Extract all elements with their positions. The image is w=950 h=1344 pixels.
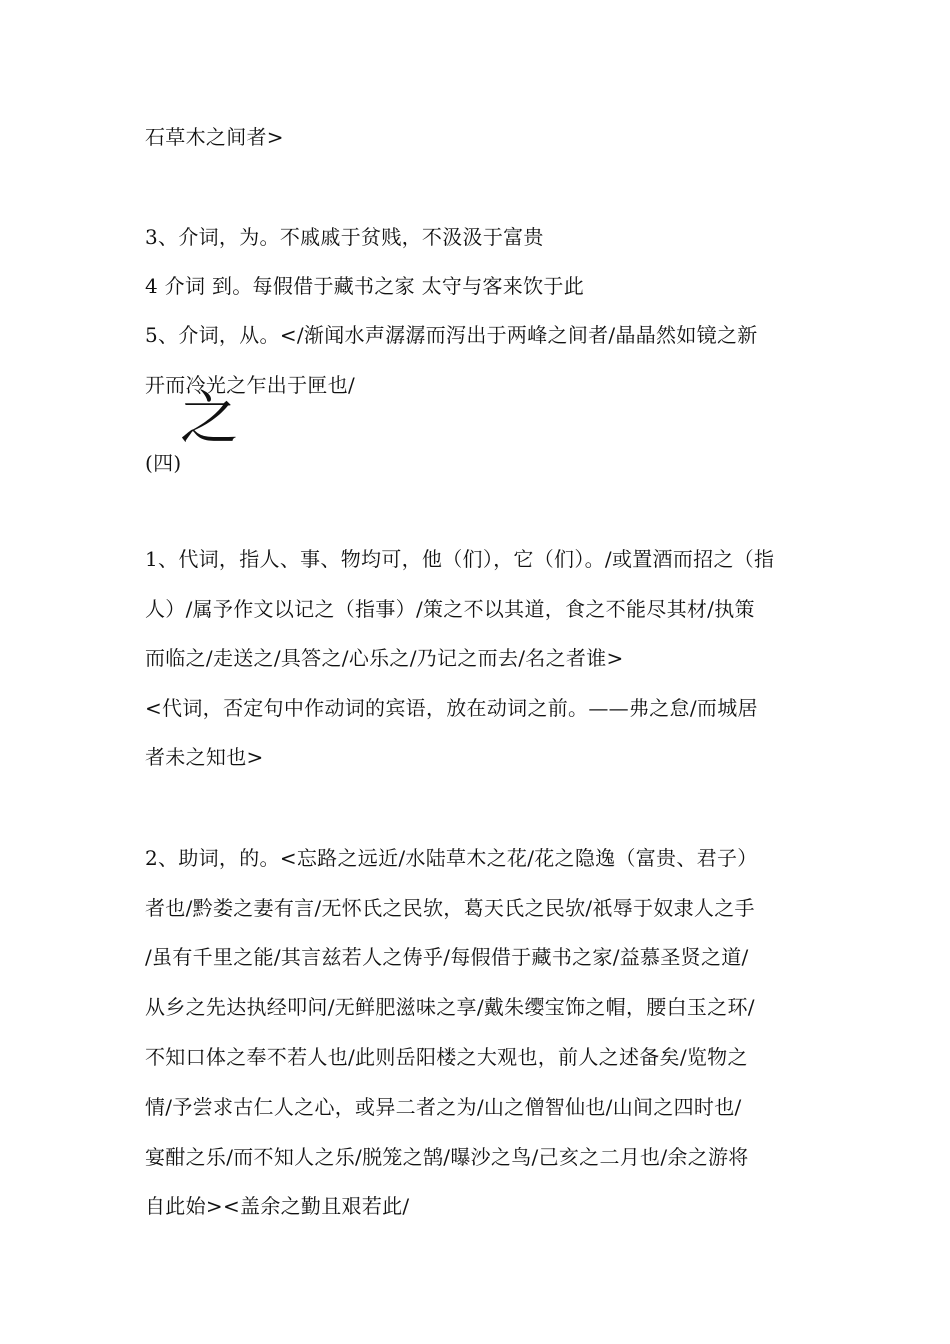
text-line-18: 自此始><盖余之勤且艰若此/: [145, 1194, 410, 1218]
text-line-3: 4 介词 到。每假借于藏书之家 太守与客来饮于此: [145, 274, 584, 298]
text-line-17: 宴酣之乐/而不知人之乐/脱笼之鹄/曝沙之鸟/己亥之二月也/余之游将: [145, 1145, 749, 1169]
text-line-16: 情/予尝求古仁人之心，或异二者之为/山之僧智仙也/山间之四时也/: [145, 1095, 742, 1119]
text-line-1: 石草木之间者>: [145, 125, 284, 149]
text-line-13: /虽有千里之能/其言兹若人之俦乎/每假借于藏书之家/益慕圣贤之道/: [145, 945, 749, 969]
text-line-14: 从乡之先达执经叩问/无鲜肥滋味之享/戴朱缨宝饰之帽，腰白玉之环/: [145, 995, 755, 1019]
text-line-5: 开而冷光之乍出于匣也/: [145, 373, 356, 397]
text-line-12: 者也/黔娄之妻有言/无怀氏之民欤，葛天氏之民欤/祇辱于奴隶人之手: [145, 896, 755, 920]
text-line-9: <代词，否定句中作动词的宾语，放在动词之前。——弗之怠/而城居: [145, 696, 758, 720]
text-line-2: 3、介词，为。不戚戚于贫贱，不汲汲于富贵: [145, 225, 544, 249]
text-line-10: 者未之知也>: [145, 745, 264, 769]
section-heading-character: 之: [180, 384, 239, 452]
text-line-15: 不知口体之奉不若人也/此则岳阳楼之大观也，前人之述备矣/览物之: [145, 1045, 748, 1069]
text-line-7: 人）/属予作文以记之（指事）/策之不以其道，食之不能尽其材/执策: [145, 597, 755, 621]
text-line-11: 2、助词，的。<忘路之远近/水陆草木之花/花之隐逸（富贵、君子）: [145, 846, 758, 870]
text-line-4: 5、介词，从。</渐闻水声潺潺而泻出于两峰之间者/晶晶然如镜之新: [145, 323, 758, 347]
section-number: (四): [145, 451, 182, 475]
text-line-8: 而临之/走送之/具答之/心乐之/乃记之而去/名之者谁>: [145, 646, 624, 670]
text-line-6: 1、代词，指人、事、物均可，他（们），它（们）。/或置酒而招之（指: [145, 547, 775, 571]
